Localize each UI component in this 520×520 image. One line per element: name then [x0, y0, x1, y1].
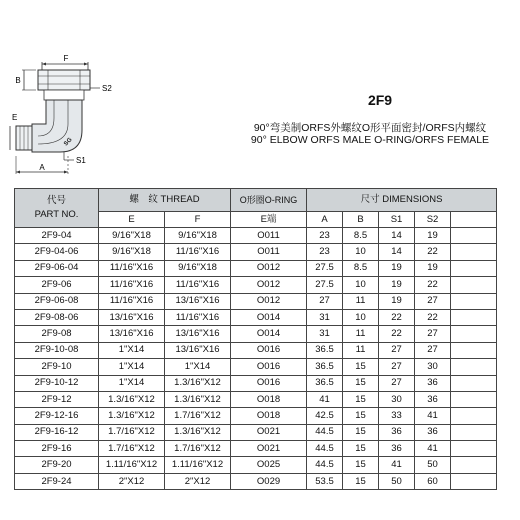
product-code: 2F9 [367, 92, 393, 108]
cell-thread-e: 1"X14 [99, 375, 165, 391]
cell-blank [451, 293, 497, 309]
cell-dim-s1: 36 [379, 441, 415, 457]
table-row [15, 260, 497, 276]
table-row [15, 375, 497, 391]
table-row [15, 326, 497, 342]
table-row [15, 424, 497, 440]
cell-thread-f: 13/16"X16 [165, 342, 231, 358]
cell-dim-a: 27.5 [307, 277, 343, 293]
cell-dim-a: 36.5 [307, 375, 343, 391]
cell-thread-f: 9/16"X18 [165, 228, 231, 244]
cell-blank [451, 457, 497, 473]
cell-oring: O016 [231, 342, 307, 358]
cell-dim-b: 15 [343, 473, 379, 489]
cell-thread-f: 13/16"X16 [165, 293, 231, 309]
specification-table [14, 188, 497, 490]
cell-oring: O021 [231, 424, 307, 440]
header-dimensions: 尺寸 DIMENSIONS [307, 189, 497, 212]
table-row [15, 228, 497, 244]
cell-thread-f: 1.3/16"X12 [165, 424, 231, 440]
cell-part-no: 2F9-04-06 [15, 244, 99, 260]
cell-oring: O016 [231, 359, 307, 375]
cell-part-no: 2F9-16-12 [15, 424, 99, 440]
cell-dim-a: 31 [307, 309, 343, 325]
cell-part-no: 2F9-08 [15, 326, 99, 342]
cell-dim-a: 36.5 [307, 359, 343, 375]
cell-dim-a: 27.5 [307, 260, 343, 276]
cell-thread-e: 11/16"X16 [99, 293, 165, 309]
header-thread: 螺 纹 THREAD [99, 189, 231, 212]
cell-oring: O011 [231, 244, 307, 260]
cell-part-no: 2F9-12 [15, 391, 99, 407]
cell-thread-e: 11/16"X16 [99, 260, 165, 276]
table-row [15, 457, 497, 473]
cell-thread-e: 1.3/16"X12 [99, 391, 165, 407]
cell-dim-s1: 50 [379, 473, 415, 489]
cell-dim-s1: 30 [379, 391, 415, 407]
cell-dim-b: 15 [343, 424, 379, 440]
product-description-en: 90° ELBOW ORFS MALE O-RING/ORFS FEMALE [250, 134, 490, 146]
cell-dim-s2: 22 [415, 244, 451, 260]
cell-dim-s1: 27 [379, 375, 415, 391]
cell-dim-b: 15 [343, 408, 379, 424]
cell-dim-s1: 19 [379, 293, 415, 309]
cell-dim-s1: 27 [379, 342, 415, 358]
cell-oring: O025 [231, 457, 307, 473]
cell-dim-b: 15 [343, 391, 379, 407]
dim-label-s1: S1 [76, 156, 86, 165]
cell-dim-s2: 36 [415, 424, 451, 440]
cell-oring: O011 [231, 228, 307, 244]
dim-label-e: E [12, 113, 18, 122]
cell-dim-b: 11 [343, 293, 379, 309]
cell-thread-f: 2"X12 [165, 473, 231, 489]
cell-blank [451, 309, 497, 325]
header-e-end: E端 [231, 212, 307, 228]
cell-dim-s2: 22 [415, 309, 451, 325]
header-b: B [343, 212, 379, 228]
cell-thread-e: 9/16"X18 [99, 244, 165, 260]
cell-dim-s2: 41 [415, 441, 451, 457]
cell-thread-f: 1.7/16"X12 [165, 441, 231, 457]
cell-thread-e: 11/16"X16 [99, 277, 165, 293]
cell-dim-a: 23 [307, 228, 343, 244]
header-e: E [99, 212, 165, 228]
cell-dim-b: 15 [343, 441, 379, 457]
cell-dim-b: 8.5 [343, 228, 379, 244]
cell-thread-e: 1.7/16"X12 [99, 424, 165, 440]
table-row [15, 342, 497, 358]
header-blank [451, 212, 497, 228]
cell-dim-s2: 27 [415, 342, 451, 358]
cell-dim-a: 41 [307, 391, 343, 407]
header-part-no [15, 189, 99, 228]
cell-part-no: 2F9-10-12 [15, 375, 99, 391]
cell-dim-s1: 19 [379, 260, 415, 276]
cell-oring: O012 [231, 277, 307, 293]
cell-thread-f: 11/16"X16 [165, 244, 231, 260]
cell-oring: O018 [231, 391, 307, 407]
cell-thread-e: 1"X14 [99, 359, 165, 375]
cell-thread-f: 1.11/16"X12 [165, 457, 231, 473]
dim-label-a: A [39, 163, 45, 172]
cell-oring: O016 [231, 375, 307, 391]
cell-blank [451, 359, 497, 375]
cell-dim-s1: 19 [379, 277, 415, 293]
cell-oring: O018 [231, 408, 307, 424]
cell-blank [451, 228, 497, 244]
cell-dim-s2: 60 [415, 473, 451, 489]
cell-dim-s1: 14 [379, 228, 415, 244]
cell-dim-s2: 27 [415, 326, 451, 342]
specification-table-body [15, 228, 497, 490]
cell-oring: O014 [231, 309, 307, 325]
table-row [15, 293, 497, 309]
elbow-fitting-drawing [8, 52, 120, 182]
cell-part-no: 2F9-16 [15, 441, 99, 457]
cell-thread-e: 1.11/16"X12 [99, 457, 165, 473]
cell-part-no: 2F9-04 [15, 228, 99, 244]
cell-dim-s1: 27 [379, 359, 415, 375]
cell-thread-e: 1.7/16"X12 [99, 441, 165, 457]
cell-part-no: 2F9-12-16 [15, 408, 99, 424]
cell-dim-s2: 22 [415, 277, 451, 293]
cell-thread-e: 1"X14 [99, 342, 165, 358]
header-a: A [307, 212, 343, 228]
cell-oring: O014 [231, 326, 307, 342]
cell-dim-s2: 36 [415, 375, 451, 391]
cell-oring: O012 [231, 293, 307, 309]
product-description-cn: 90°弯美制ORFS外螺纹O形平面密封/ORFS内螺纹 [253, 122, 487, 134]
cell-thread-f: 9/16"X18 [165, 260, 231, 276]
cell-dim-a: 31 [307, 326, 343, 342]
cell-blank [451, 473, 497, 489]
cell-oring: O012 [231, 260, 307, 276]
cell-dim-s2: 41 [415, 408, 451, 424]
cell-part-no: 2F9-10 [15, 359, 99, 375]
cell-oring: O021 [231, 441, 307, 457]
cell-part-no: 2F9-06-04 [15, 260, 99, 276]
table-row [15, 391, 497, 407]
table-row [15, 441, 497, 457]
cell-part-no: 2F9-24 [15, 473, 99, 489]
dim-label-b: B [15, 76, 21, 85]
cell-blank [451, 375, 497, 391]
table-row [15, 473, 497, 489]
cell-thread-e: 9/16"X18 [99, 228, 165, 244]
cell-thread-e: 2"X12 [99, 473, 165, 489]
dim-label-s2: S2 [102, 84, 112, 93]
cell-blank [451, 277, 497, 293]
cell-dim-s2: 19 [415, 228, 451, 244]
cell-dim-s2: 36 [415, 391, 451, 407]
cell-dim-a: 44.5 [307, 424, 343, 440]
cell-dim-b: 11 [343, 326, 379, 342]
cell-part-no: 2F9-20 [15, 457, 99, 473]
cell-dim-a: 44.5 [307, 457, 343, 473]
cell-thread-e: 1.3/16"X12 [99, 408, 165, 424]
cell-blank [451, 441, 497, 457]
cell-thread-f: 13/16"X16 [165, 326, 231, 342]
table-row [15, 359, 497, 375]
cell-blank [451, 391, 497, 407]
cell-dim-b: 10 [343, 277, 379, 293]
table-row [15, 277, 497, 293]
cell-dim-s1: 14 [379, 244, 415, 260]
cell-thread-f: 1.3/16"X12 [165, 375, 231, 391]
cell-blank [451, 424, 497, 440]
table-row [15, 244, 497, 260]
dim-label-f: F [63, 54, 69, 63]
cell-dim-s1: 41 [379, 457, 415, 473]
cell-dim-b: 15 [343, 457, 379, 473]
cell-oring: O029 [231, 473, 307, 489]
cell-dim-s1: 36 [379, 424, 415, 440]
svg-text:SG: SG [63, 137, 74, 148]
cell-thread-e: 13/16"X16 [99, 309, 165, 325]
cell-part-no: 2F9-10-08 [15, 342, 99, 358]
cell-dim-b: 10 [343, 309, 379, 325]
cell-blank [451, 260, 497, 276]
table-row [15, 408, 497, 424]
header-s1: S1 [379, 212, 415, 228]
cell-dim-a: 27 [307, 293, 343, 309]
cell-dim-s1: 22 [379, 326, 415, 342]
cell-dim-b: 15 [343, 375, 379, 391]
cell-dim-a: 23 [307, 244, 343, 260]
cell-part-no: 2F9-08-06 [15, 309, 99, 325]
cell-dim-s1: 33 [379, 408, 415, 424]
cell-thread-f: 11/16"X16 [165, 309, 231, 325]
header-part-no-en: PART NO. [34, 209, 79, 220]
cell-dim-b: 10 [343, 244, 379, 260]
cell-dim-s2: 19 [415, 260, 451, 276]
cell-blank [451, 326, 497, 342]
cell-thread-f: 1.7/16"X12 [165, 408, 231, 424]
cell-dim-a: 44.5 [307, 441, 343, 457]
header-oring: O形圈O-RING [231, 189, 307, 212]
header-code-cn: 代号 [46, 195, 66, 206]
cell-dim-s1: 22 [379, 309, 415, 325]
cell-dim-b: 15 [343, 359, 379, 375]
cell-blank [451, 342, 497, 358]
cell-blank [451, 244, 497, 260]
cell-dim-a: 53.5 [307, 473, 343, 489]
cell-dim-b: 11 [343, 342, 379, 358]
cell-part-no: 2F9-06 [15, 277, 99, 293]
table-row [15, 309, 497, 325]
cell-dim-a: 42.5 [307, 408, 343, 424]
cell-dim-s2: 50 [415, 457, 451, 473]
cell-dim-s2: 30 [415, 359, 451, 375]
cell-thread-f: 11/16"X16 [165, 277, 231, 293]
header-s2: S2 [415, 212, 451, 228]
cell-dim-a: 36.5 [307, 342, 343, 358]
cell-thread-e: 13/16"X16 [99, 326, 165, 342]
header-f: F [165, 212, 231, 228]
cell-blank [451, 408, 497, 424]
cell-dim-s2: 27 [415, 293, 451, 309]
cell-part-no: 2F9-06-08 [15, 293, 99, 309]
cell-dim-b: 8.5 [343, 260, 379, 276]
cell-thread-f: 1"X14 [165, 359, 231, 375]
cell-thread-f: 1.3/16"X12 [165, 391, 231, 407]
